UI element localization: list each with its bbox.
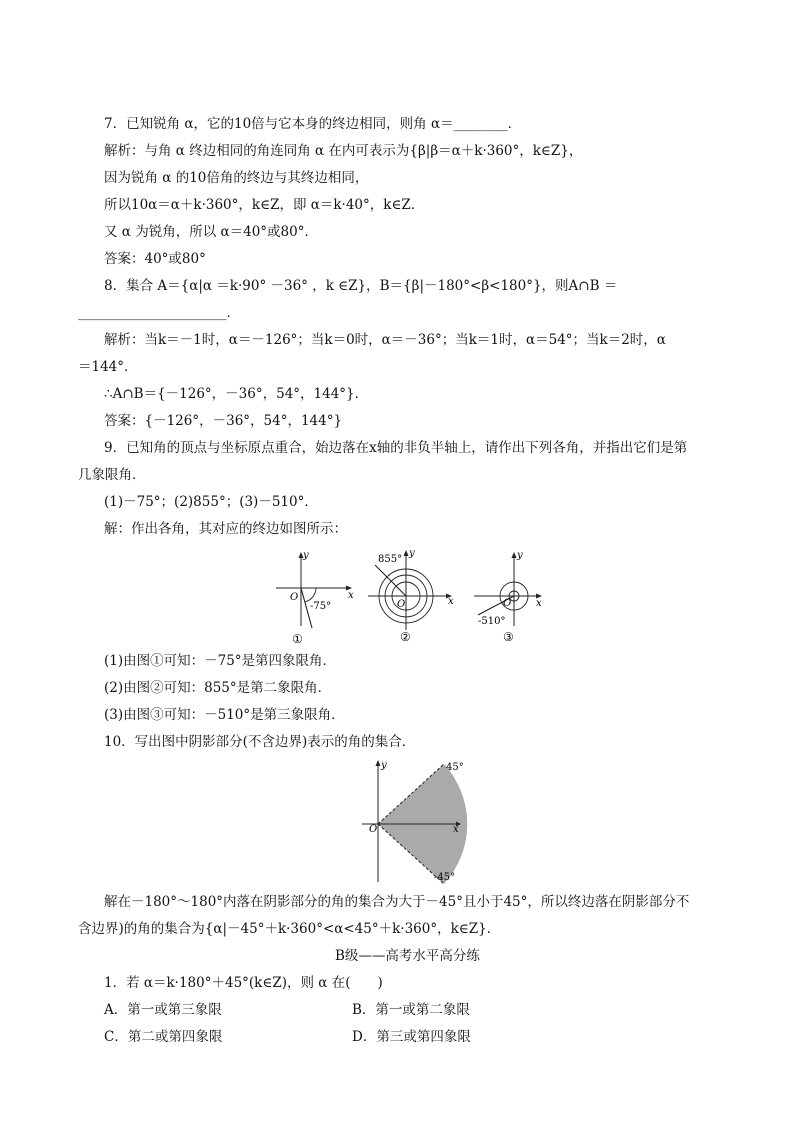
fig2-origin-label: O [397,599,406,610]
fig3-angle-label: -510° [478,616,506,627]
fig2-number: ② [400,630,411,644]
fig3-y-label: y [517,550,523,561]
option-d[interactable]: D．第三或第四象限 [352,1029,471,1045]
q8-question-2: ______________________． [78,305,240,321]
fig1-x-label: x [348,590,354,601]
fig1-y-label: y [303,550,309,561]
q8-question-1: 8．集合 A＝{α|α ＝k·90° －36° ，k ∈Z}，B＝{β|－180°<β<180°}，则A∩B ＝ [104,278,618,294]
fig3-number: ③ [503,630,514,644]
figure-1 [268,548,358,648]
q9-conclusion-3: (3)由图③可知：－510°是第三象限角． [104,707,345,723]
fig10-x-label: x [453,824,459,835]
section-b-title: B级——高考水平高分练 [335,948,480,964]
q10-solution-1: 解在－180°～180°内落在阴影部分的角的集合为大于－45°且小于45°，所以终边落在阴影部分不 [104,894,690,910]
fig3-origin-label: O [503,598,512,609]
q8-analysis-1: 解析：当k＝－1时，α＝－126°；当k＝0时，α＝－36°；当k＝1时，α＝54°；当k＝2时，α [104,332,666,348]
fig2-x-label: x [448,596,454,607]
q9-conclusion-1: (1)由图①可知：－75°是第四象限角． [104,653,337,669]
fig2-angle-label: 855° [378,554,403,565]
fig10-y-label: y [381,760,387,771]
q10-question: 10．写出图中阴影部分(不含边界)表示的角的集合． [104,734,416,750]
figure-2 [366,546,466,646]
figure-3 [470,548,550,648]
fig1-origin-label: O [290,592,299,603]
q7-analysis-3: 所以10α＝α＋k·360°，k∈Z，即 α＝k·40°，k∈Z． [104,197,425,213]
option-a[interactable]: A．第一或第三象限 [104,1002,222,1018]
option-b[interactable]: B．第一或第二象限 [352,1002,470,1018]
section-b-q1: 1．若 α＝k·180°＋45°(k∈Z)，则 α 在( ) [104,975,383,991]
option-c[interactable]: C．第二或第四象限 [104,1029,223,1045]
q7-analysis-2: 因为锐角 α 的10倍角的终边与其终边相同， [104,170,369,186]
q7-question: 7．已知锐角 α，它的10倍与它本身的终边相同，则角 α＝________． [104,116,522,132]
q10-solution-2: 含边界)的角的集合为{α|－45°＋k·360°<α<45°＋k·360°，k∈Z}． [78,921,501,937]
fig2-y-label: y [409,548,415,559]
fig10-top-label: 45° [446,762,464,773]
q9-solution: 解：作出各角，其对应的终边如图所示： [104,521,347,537]
q7-analysis-1: 解析：与角 α 终边相同的角连同角 α 在内可表示为{β|β＝α＋k·360°，k∈Z}， [104,143,583,159]
q9-question-2: 几象限角． [78,467,146,483]
q7-answer: 答案：40°或80° [104,251,206,267]
q9-question-1: 9．已知角的顶点与坐标原点重合，始边落在x轴的非负半轴上，请作出下列各角，并指出它们是第 [104,440,688,456]
fig10-bottom-label: -45° [434,872,456,883]
q9-conclusion-2: (2)由图②可知：855°是第二象限角． [104,680,332,696]
q9-items: (1)－75°；(2)855°；(3)－510°． [104,494,318,510]
fig1-number: ① [292,632,303,646]
figure-shaded-sector [360,756,470,884]
q7-analysis-4: 又 α 为锐角，所以 α＝40°或80°． [104,224,318,240]
q8-conclusion: ∴A∩B＝{－126°，－36°，54°，144°}． [104,386,369,402]
q8-analysis-2: ＝144°． [78,359,138,375]
fig3-x-label: x [536,598,542,609]
q8-answer: 答案：{－126°，－36°，54°，144°} [104,413,343,429]
fig10-origin-label: O [369,824,378,835]
fig1-angle-label: -75° [310,601,332,612]
